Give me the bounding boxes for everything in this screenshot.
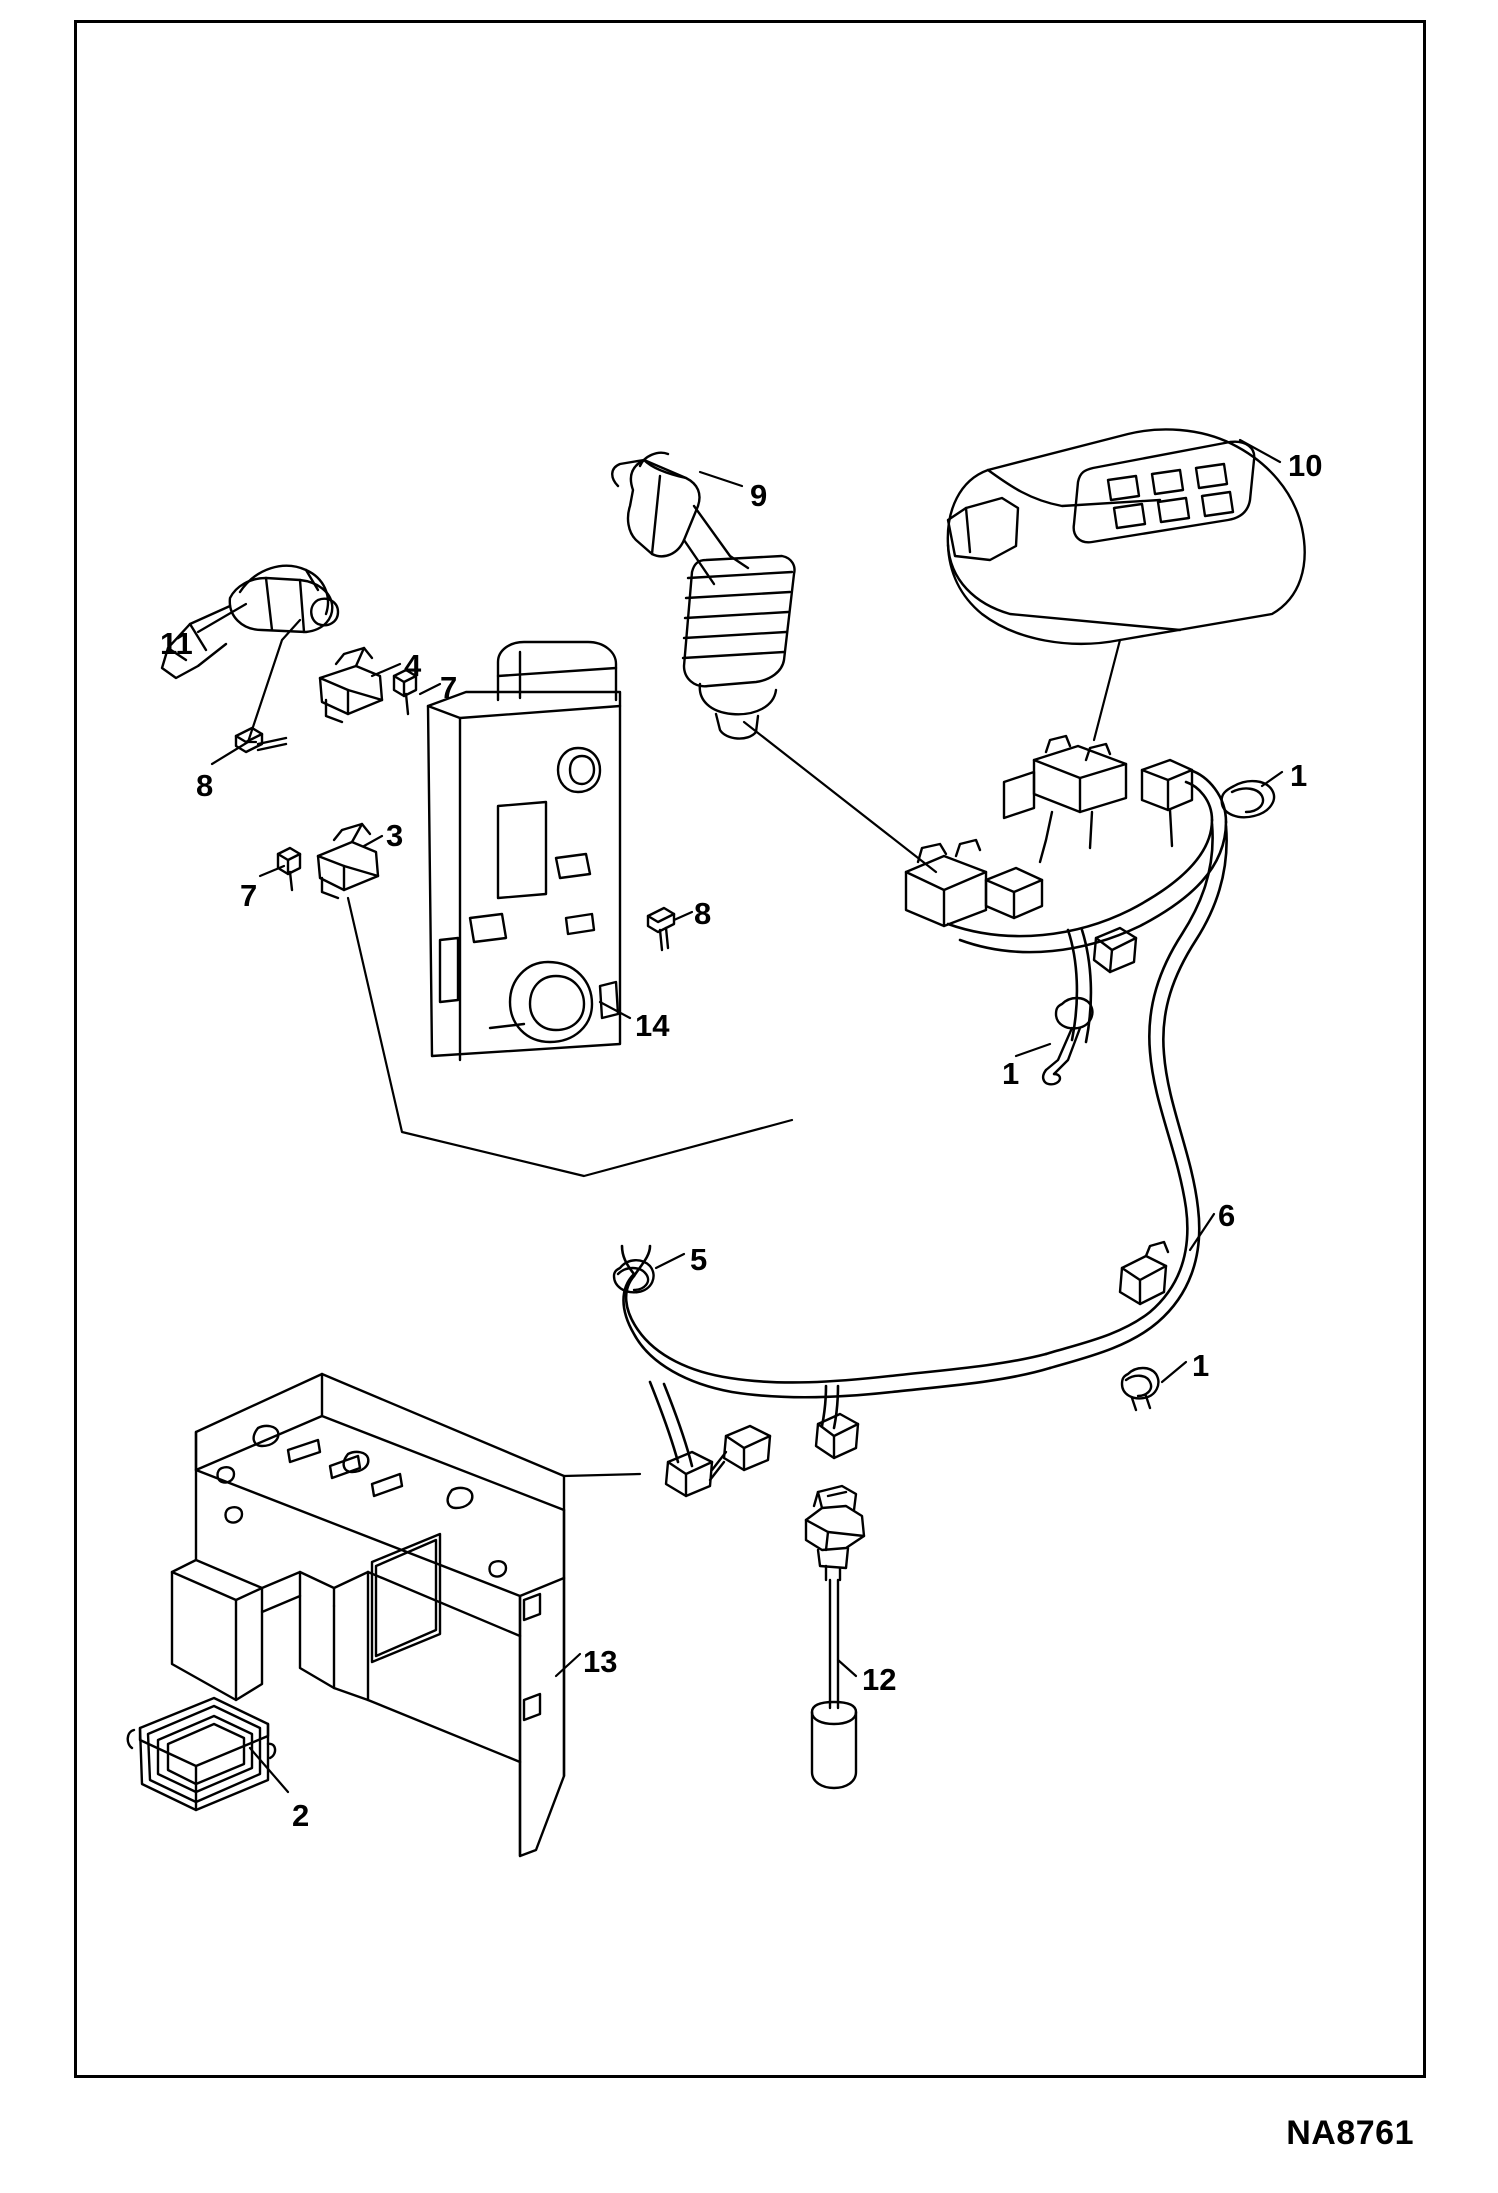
- part-12-sender-probe: [806, 1486, 864, 1788]
- part-8-screw-upper: [236, 728, 286, 752]
- harness-connector-lower-right: [1120, 1242, 1168, 1304]
- part-8-screw-lower: [648, 908, 674, 950]
- part-6-wire-harness: [622, 770, 1227, 1466]
- callout-8-lower: 8: [694, 896, 712, 931]
- part-11-control-rod: [162, 566, 338, 678]
- callout-13: 13: [583, 1644, 618, 1679]
- part-10-joystick-right: [948, 429, 1305, 643]
- callout-11: 11: [160, 626, 193, 661]
- callout-8-upper: 8: [196, 768, 214, 803]
- callout-9: 9: [750, 478, 768, 513]
- part-7-screw-lower: [278, 848, 300, 890]
- part-1-cable-tie-upper-right: [1222, 781, 1274, 817]
- leader-lines: [198, 440, 1282, 1792]
- callout-1-upper-right: 1: [1290, 758, 1308, 793]
- callout-7-upper: 7: [440, 670, 458, 705]
- callout-5: 5: [690, 1242, 708, 1277]
- part-1-cable-tie-lower-right: [1122, 1368, 1158, 1410]
- callout-4: 4: [404, 648, 422, 683]
- part-4-switch-upper: [320, 648, 382, 722]
- callout-12: 12: [862, 1662, 897, 1697]
- callout-6: 6: [1218, 1198, 1236, 1233]
- harness-connectors-panel: [666, 1426, 770, 1496]
- sheet-code: NA8761: [1286, 2114, 1414, 2152]
- callout-14: 14: [635, 1008, 670, 1043]
- callout-1-lower-right: 1: [1192, 1348, 1210, 1383]
- harness-connectors-upper: [1004, 736, 1192, 862]
- harness-clamp-mid: [1094, 928, 1136, 972]
- callout-1-mid: 1: [1002, 1056, 1020, 1091]
- callout-10: 10: [1288, 448, 1323, 483]
- harness-connector-cluster: [906, 840, 1042, 926]
- callout-2: 2: [292, 1798, 310, 1833]
- part-13-mounting-panel: [172, 1374, 564, 1856]
- callout-7-lower: 7: [240, 878, 258, 913]
- part-2-display-panel: [128, 1698, 275, 1810]
- part-3-switch-lower: [318, 824, 378, 898]
- callout-3: 3: [386, 818, 404, 853]
